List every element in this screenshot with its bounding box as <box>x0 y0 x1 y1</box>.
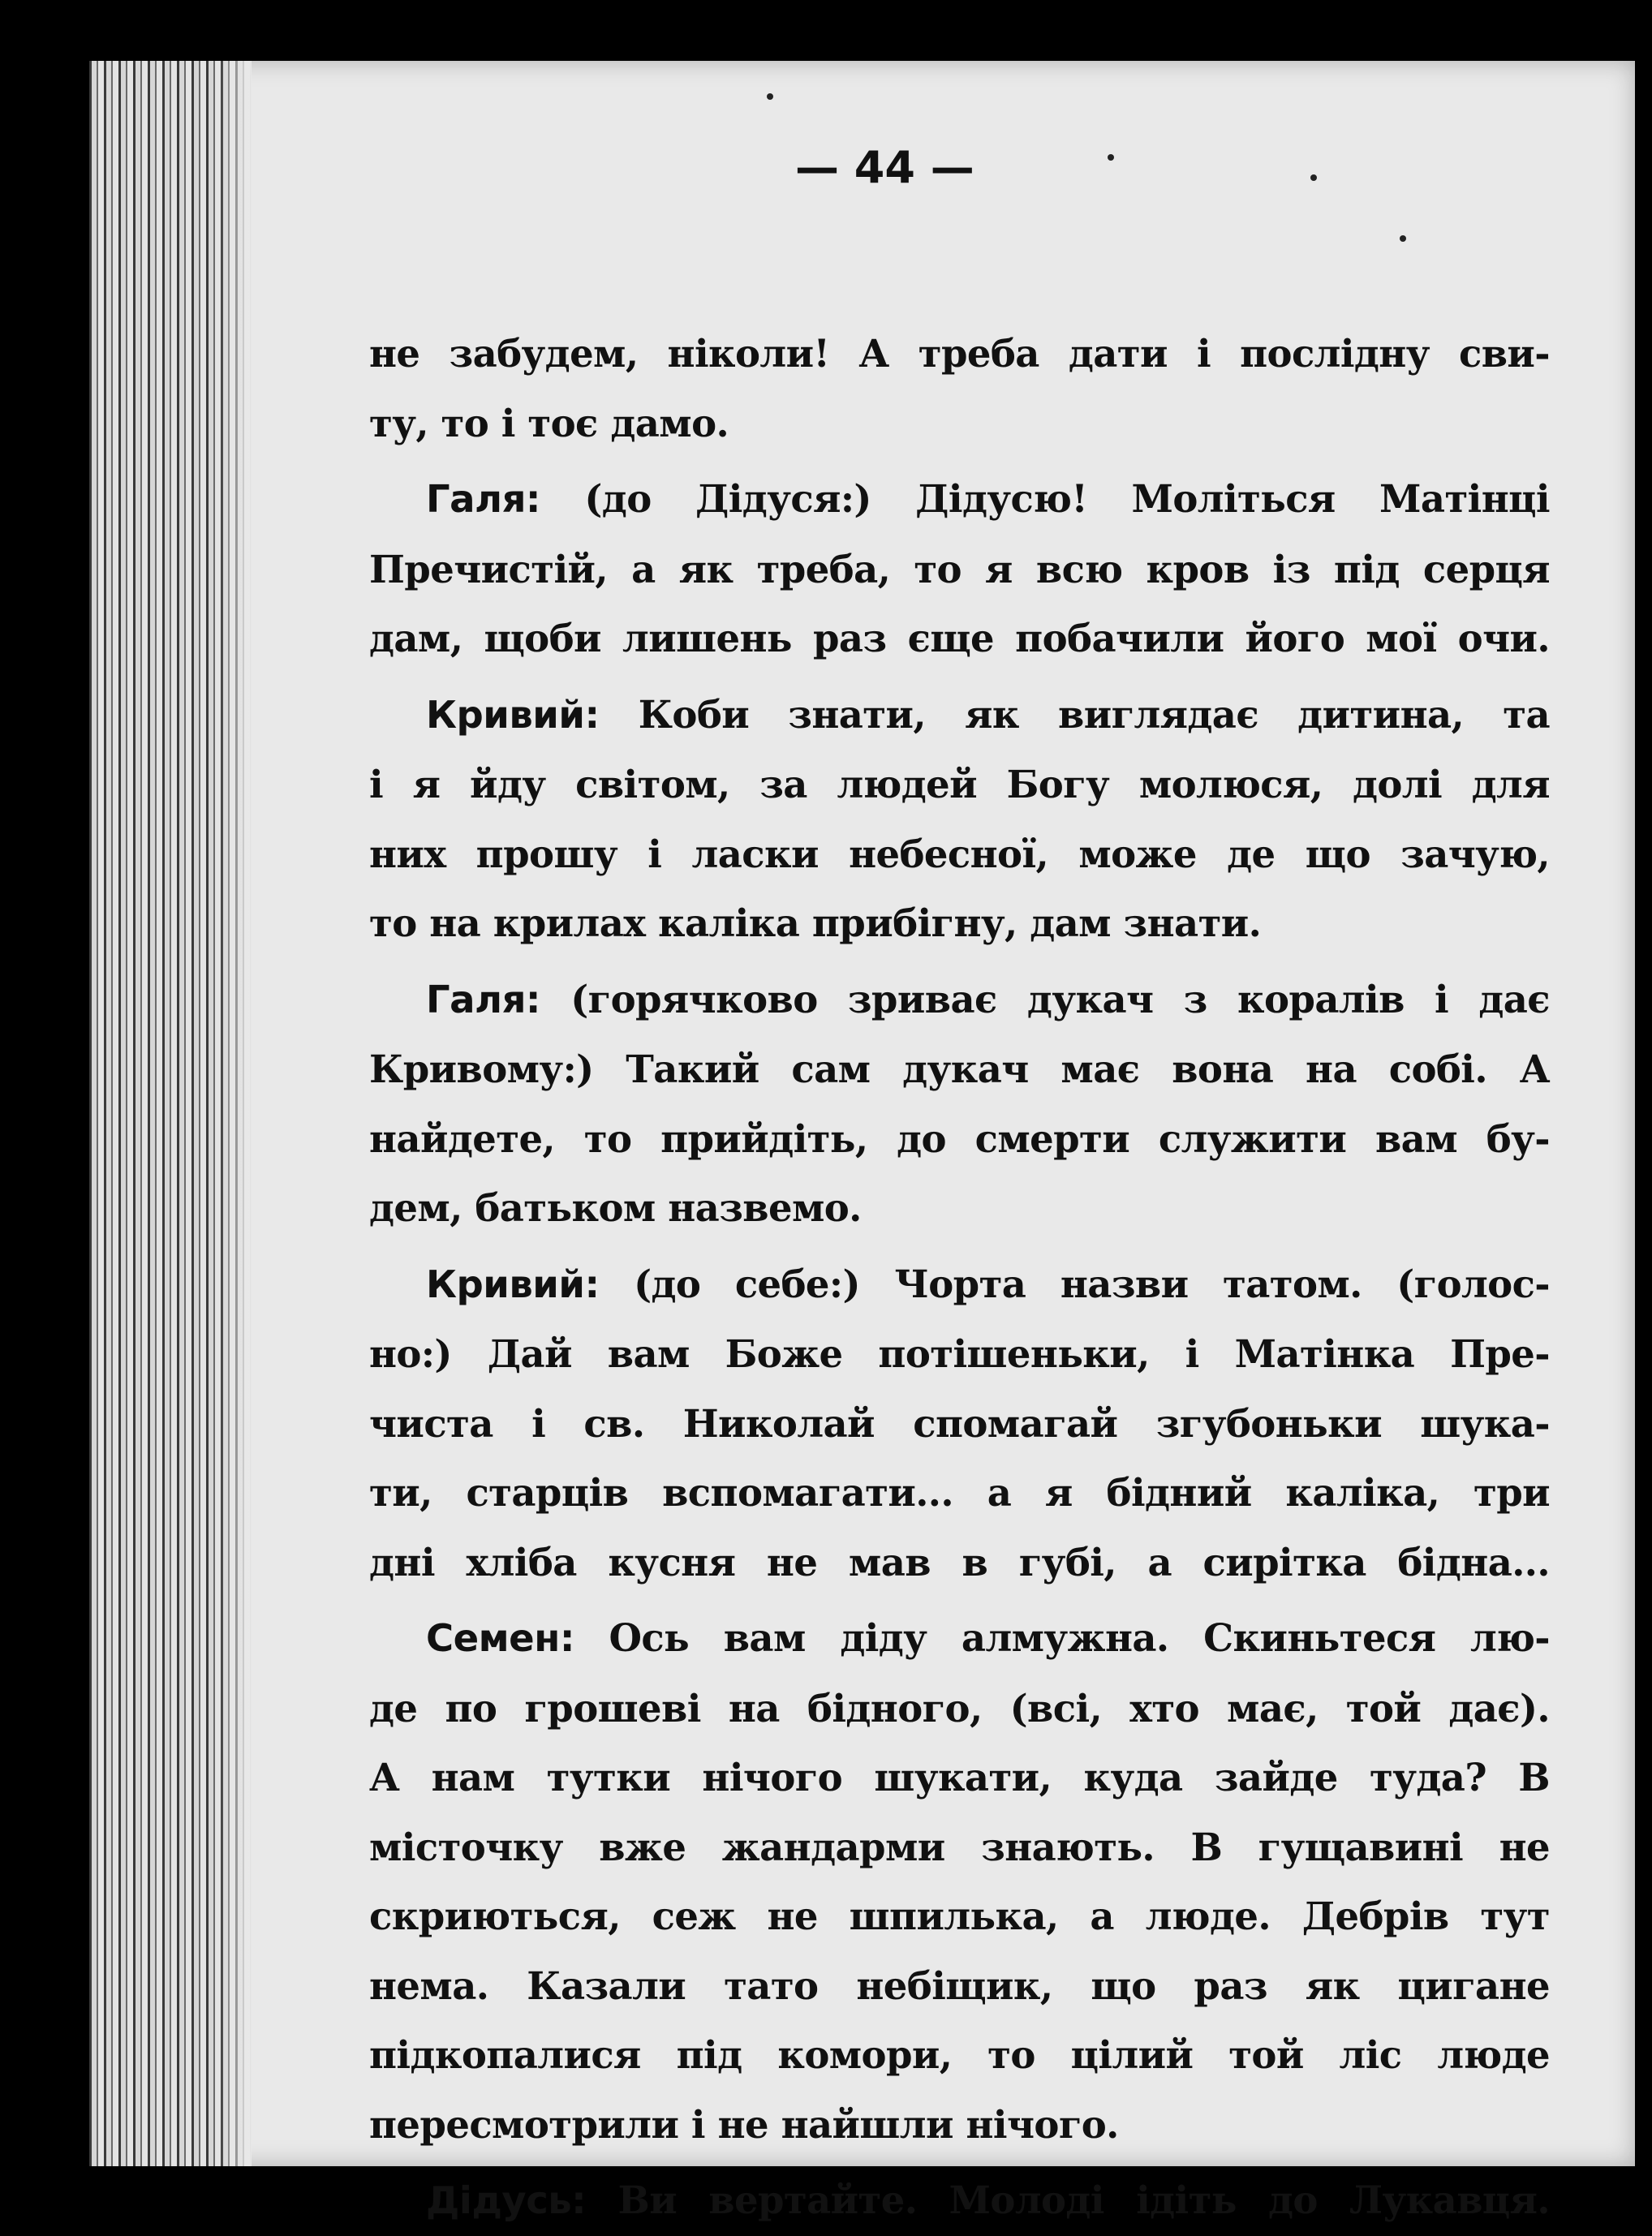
speaker-name: Галя: <box>426 977 541 1021</box>
dust-speck <box>767 93 773 100</box>
page-edges <box>89 61 252 2166</box>
text-line: ти, старців вспомагати... а я бідний каліка, три <box>369 1470 1550 1515</box>
text-line: ту, то і тоє дамо. <box>369 400 729 445</box>
paragraph <box>369 319 1550 458</box>
text-line <box>369 464 1550 535</box>
text-line: чиста і св. Николай спомагай згубоньки шука- <box>369 1400 1550 1446</box>
text-line <box>369 1603 1550 1674</box>
text-line: де по грошеві на бідного, (всі, хто має, той дає). <box>369 1685 1550 1731</box>
text-line: і я йду світом, за людей Богу молюся, долі для <box>369 762 1550 806</box>
text-line <box>369 965 1550 1035</box>
line-text: Ось вам діду алмужна. Скиньтеся лю- <box>609 1615 1550 1660</box>
speaker-name: Дідусь: <box>426 2178 587 2222</box>
speaker-name: Кривий: <box>426 692 600 737</box>
dust-speck <box>1310 174 1317 181</box>
dust-speck <box>1108 154 1114 161</box>
text-line: дем, батьком назвемо. <box>369 1185 862 1230</box>
text-line: підкопалися під комори, то цілий той ліс люде <box>369 2032 1550 2077</box>
text-line: скриються, сеж не шпилька, а люде. Дебрів тут <box>369 1894 1550 1938</box>
speaker-name: Галя: <box>426 477 541 521</box>
text-line: Кривому:) Такий сам дукач має вона на собі. А <box>369 1047 1550 1091</box>
text-line: місточку вже жандарми знають. В гущавині не <box>369 1824 1550 1869</box>
paragraph <box>369 680 1550 958</box>
text-line: не забудем, ніколи! А треба дати і послідну сви- <box>369 331 1550 376</box>
text-line: пересмотрили і не найшли нічого. <box>369 2101 1119 2147</box>
speaker-name: Семен: <box>426 1616 574 1660</box>
text-line: дні хліба кусня не мав в губі, а сирітка бідна... <box>369 1539 1550 1585</box>
paragraph <box>369 1249 1550 1597</box>
text-line: найдете, то прийдіть, до смерти служити вам бу- <box>369 1116 1550 1161</box>
text-line: то на крилах каліка прибігну, дам знати. <box>369 901 1262 945</box>
line-text: Ви вертайте. Молоді ідіть до Лукавця. <box>617 2178 1550 2222</box>
paragraph <box>369 464 1550 673</box>
speaker-name: Кривий: <box>426 1262 600 1306</box>
line-text: (до Дідуся:) Дідусю! Моліться Матінці <box>584 476 1550 521</box>
text-line: Пречистій, а як треба, то я всю кров із під серця <box>369 546 1550 591</box>
paragraph <box>369 2165 1550 2236</box>
dust-speck <box>1400 235 1406 242</box>
text-line <box>369 1249 1550 1320</box>
paragraph <box>369 1603 1550 2159</box>
paragraph <box>369 965 1550 1243</box>
page-number: — 44 — <box>795 142 974 193</box>
text-line <box>369 2165 1550 2236</box>
text-line: но:) Дай вам Боже потішеньки, і Матінка Пре- <box>369 1331 1550 1376</box>
text-line: них прошу і ласки небесної, може де що зачую, <box>369 831 1550 876</box>
text-line: А нам тутки нічого шукати, куда зайде туда? В <box>369 1755 1550 1800</box>
body-text <box>369 312 1550 2236</box>
line-text: (горячково зриває дукач з коралів і дає <box>570 976 1550 1021</box>
text-line <box>369 680 1550 750</box>
line-text: Коби знати, як виглядає дитина, та <box>638 691 1550 737</box>
text-line: нема. Казали тато небіщик, що раз як цигане <box>369 1963 1550 2008</box>
text-line: дам, щоби лишень раз єще побачили його мої очи. <box>369 616 1550 660</box>
line-text: (до себе:) Чорта назви татом. (голос- <box>634 1261 1551 1306</box>
